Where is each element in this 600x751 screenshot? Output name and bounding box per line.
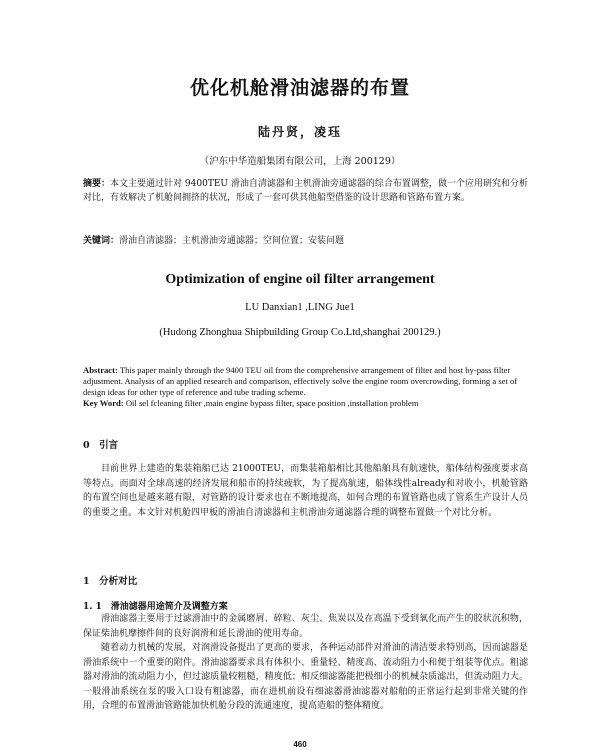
abstract-cn-label: 摘要： [83,179,111,189]
section-0-text: 目前世界上建造的集装箱船已达 21000TEU，而集装箱船相比其他船舶具有航速快，船体结构强度要求高等特点。而面对全球高速的经济发展和船市的持续疲软，为了提高航速，船体线性already和对收小，机舱管路的布置空间也是越来越有限，对管路的设计要求也在不断地提高，如何合理的布置管路也成了管系生产设计人员的重要之重。本文针对机舱四甲板的滑油自清滤器和主机滑油旁通滤器合理的调整布置做一个对比分析。 [83,464,528,518]
authors: 陆丹贤，凌珏 [257,125,342,139]
paper-title: 优化机舱滑油滤器的布置 [189,77,410,99]
english-authors: LU Danxian1 ,LING Jue1 [245,302,355,313]
section-1-1-heading: 1. 1 滑油滤器用途简介及调整方案 [83,602,228,612]
section-0-heading: 0 引言 [83,440,119,451]
section-1-heading: 1 分析对比 [83,576,138,587]
abstract-en-text: This paper mainly through the 9400 TEU oil from the comprehensive arrangement of filter and host by-pass filter adjustment. Analysis of an applied research and comparison, effectively solve the engine room overcrowding, forming a set of design ideas for other type of reference and tube trading scheme. [83,365,518,397]
keywords-cn-text: 滑油自清滤器；主机滑油旁通滤器；空间位置；安装问题 [119,236,345,246]
keywords-cn [83,233,528,246]
affiliation: （沪东中华造船集团有限公司，上海 200129） [199,156,401,167]
abstract-en [83,365,533,409]
keywords-en-text: Oil sel fcleaning filter ,main engine bypass filter, space position ,installation problem [125,398,419,408]
keywords-en-label: Key Word: [83,398,124,408]
section-1-1-body [83,612,528,714]
english-affiliation: (Hudong Zhonghua Shipbuilding Group Co.Ltd,shanghai 200129.) [159,327,441,338]
english-title: Optimization of engine oil filter arrangement [165,272,435,287]
paragraph: 滑油滤器主要用于过滤滑油中的金属磨屑、碎粒、灰尘、焦炭以及在高温下受到氧化而产生的胶状沉积物，保证柴油机摩擦件间的良好润滑和延长滑油的使用寿命。 [83,614,528,639]
abstract-en-label: Abstract: [83,365,118,375]
keywords-cn-label: 关键词： [83,236,120,246]
paragraph: 随着动力机械的发展，对润滑设备提出了更高的要求，各种运动部件对滑油的清洁要求特别高，因而滤器是滑油系统中一个重要的附件。滑油滤器要求具有体积小、重量轻、精度高、流动阻力小和便于组装等优点。粗滤器对滑油的流动阻力小，但过滤质量较粗糙，精度低；相反细滤器能把极细小的机械杂质滤出，但流动阻力大。一般滑油系统在泵的吸入口设有粗滤器，而在进机前设有细滤器滑油滤器对船舶的正常运行起到非常关键的作用，合理的布置滑油管路能加快机舱分段的流通速度，提高造船的整体精度。 [83,643,528,711]
page-number: 460 [293,740,307,749]
abstract-cn [83,177,528,205]
abstract-cn-text: 本文主要通过针对 9400TEU 滑油自清滤器和主机滑油旁通滤器的综合布置调整，做一个应用研究和分析对比，有效解决了机舱间拥挤的状况，形成了一套可供其他船型借鉴的设计思路和管路布置方案。 [83,179,528,203]
